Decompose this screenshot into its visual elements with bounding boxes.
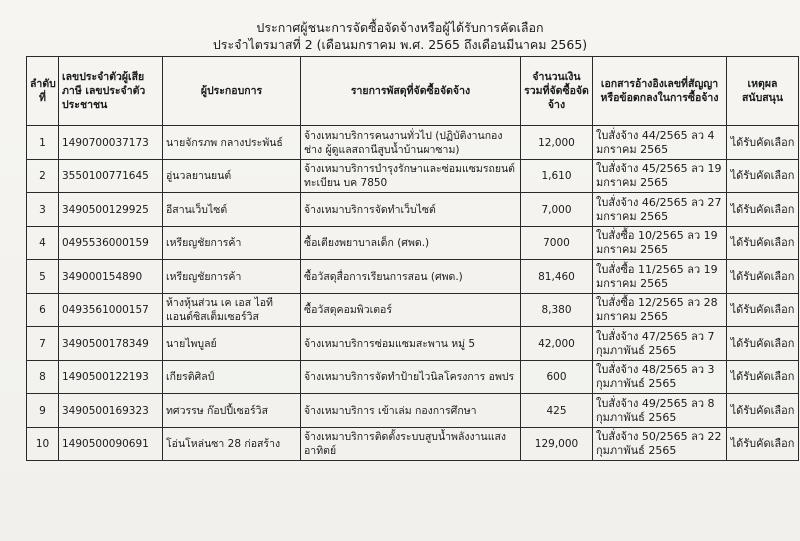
cell-document: ใบสั่งจ้าง 50/2565 ลว 22 กุมภาพันธ์ 2565 bbox=[593, 428, 727, 461]
document-subtitle: ประจำไตรมาสที่ 2 (เดือนมกราคม พ.ศ. 2565 ถึงเดือนมีนาคม 2565) bbox=[212, 37, 588, 52]
table-row bbox=[27, 327, 799, 361]
cell-no: 5 bbox=[27, 260, 59, 294]
cell-document: ใบสั่งจ้าง 44/2565 ลว 4 มกราคม 2565 bbox=[593, 126, 727, 160]
cell-no: 6 bbox=[27, 294, 59, 327]
cell-vendor: อีสานเว็บไซต์ bbox=[163, 193, 301, 227]
table-row bbox=[27, 227, 799, 260]
cell-reason: ได้รับคัดเลือก bbox=[727, 428, 799, 461]
cell-item: ซื้อวัสดุคอมพิวเตอร์ bbox=[301, 294, 521, 327]
table-row bbox=[27, 294, 799, 327]
cell-amount: 81,460 bbox=[521, 260, 593, 294]
cell-tax-id: 3490500169323 bbox=[59, 394, 163, 428]
cell-item: ซื้อวัสดุสื่อการเรียนการสอน (ศพด.) bbox=[301, 260, 521, 294]
table-row bbox=[27, 160, 799, 193]
cell-item: จ้างเหมาบริการซ่อมแซมสะพาน หมู่ 5 bbox=[301, 327, 521, 361]
cell-tax-id: 349000154890 bbox=[59, 260, 163, 294]
cell-document: ใบสั่งจ้าง 49/2565 ลว 8 กุมภาพันธ์ 2565 bbox=[593, 394, 727, 428]
cell-reason: ได้รับคัดเลือก bbox=[727, 126, 799, 160]
col-header-item: รายการพัสดุที่จัดซื้อจัดจ้าง bbox=[301, 57, 521, 126]
cell-document: ใบสั่งซื้อ 11/2565 ลว 19 มกราคม 2565 bbox=[593, 260, 727, 294]
cell-reason: ได้รับคัดเลือก bbox=[727, 327, 799, 361]
cell-vendor: เหรียญชัยการค้า bbox=[163, 227, 301, 260]
cell-item: ซื้อเตียงพยาบาลเด็ก (ศพด.) bbox=[301, 227, 521, 260]
cell-reason: ได้รับคัดเลือก bbox=[727, 361, 799, 394]
cell-no: 10 bbox=[27, 428, 59, 461]
cell-item: จ้างเหมาบริการบำรุงรักษาและซ่อมแซมรถยนต์ ทะเบียน บค 7850 bbox=[301, 160, 521, 193]
cell-vendor: เกียรติศิลป์ bbox=[163, 361, 301, 394]
cell-reason: ได้รับคัดเลือก bbox=[727, 260, 799, 294]
cell-amount: 425 bbox=[521, 394, 593, 428]
cell-no: 1 bbox=[27, 126, 59, 160]
cell-document: ใบสั่งจ้าง 48/2565 ลว 3 กุมภาพันธ์ 2565 bbox=[593, 361, 727, 394]
cell-amount: 42,000 bbox=[521, 327, 593, 361]
cell-vendor: ทศวรรษ ก๊อปปี้เซอร์วิส bbox=[163, 394, 301, 428]
cell-item: จ้างเหมาบริการ เข้าเล่ม กองการศึกษา bbox=[301, 394, 521, 428]
col-header-document: เอกสารอ้างอิงเลขที่สัญญาหรือข้อตกลงในการซื้อจ้าง bbox=[593, 57, 727, 126]
cell-amount: 600 bbox=[521, 361, 593, 394]
cell-vendor: ห้างหุ้นส่วน เค เอส ไอที แอนด์ซิสเต็มเซอร์วิส bbox=[163, 294, 301, 327]
cell-reason: ได้รับคัดเลือก bbox=[727, 394, 799, 428]
col-header-tax-id: เลขประจำตัวผู้เสียภาษี เลขประจำตัวประชาชน bbox=[59, 57, 163, 126]
cell-tax-id: 1490500090691 bbox=[59, 428, 163, 461]
cell-amount: 129,000 bbox=[521, 428, 593, 461]
cell-vendor: นายไพบูลย์ bbox=[163, 327, 301, 361]
procurement-table bbox=[26, 56, 799, 461]
cell-document: ใบสั่งจ้าง 47/2565 ลว 7 กุมภาพันธ์ 2565 bbox=[593, 327, 727, 361]
cell-document: ใบสั่งจ้าง 45/2565 ลว 19 มกราคม 2565 bbox=[593, 160, 727, 193]
document-title: ประกาศผู้ชนะการจัดซื้อจัดจ้างหรือผู้ได้รับการคัดเลือก bbox=[256, 20, 544, 35]
cell-vendor: นายจักรภพ กลางประพันธ์ bbox=[163, 126, 301, 160]
table-row bbox=[27, 260, 799, 294]
cell-amount: 1,610 bbox=[521, 160, 593, 193]
cell-item: จ้างเหมาบริการจัดทำเว็บไซต์ bbox=[301, 193, 521, 227]
cell-reason: ได้รับคัดเลือก bbox=[727, 160, 799, 193]
cell-document: ใบสั่งจ้าง 46/2565 ลว 27 มกราคม 2565 bbox=[593, 193, 727, 227]
cell-tax-id: 3550100771645 bbox=[59, 160, 163, 193]
cell-tax-id: 1490700037173 bbox=[59, 126, 163, 160]
col-header-reason: เหตุผลสนับสนุน bbox=[727, 57, 799, 126]
cell-amount: 12,000 bbox=[521, 126, 593, 160]
cell-item: จ้างเหมาบริการติดตั้งระบบสูบน้ำพลังงานแสงอาทิตย์ bbox=[301, 428, 521, 461]
cell-tax-id: 3490500178349 bbox=[59, 327, 163, 361]
table-row bbox=[27, 126, 799, 160]
table-row bbox=[27, 394, 799, 428]
cell-amount: 7000 bbox=[521, 227, 593, 260]
cell-reason: ได้รับคัดเลือก bbox=[727, 193, 799, 227]
cell-tax-id: 1490500122193 bbox=[59, 361, 163, 394]
cell-amount: 8,380 bbox=[521, 294, 593, 327]
table-header-row bbox=[27, 57, 799, 126]
cell-tax-id: 3490500129925 bbox=[59, 193, 163, 227]
cell-no: 7 bbox=[27, 327, 59, 361]
table-row bbox=[27, 193, 799, 227]
table-row bbox=[27, 428, 799, 461]
col-header-no: ลำดับที่ bbox=[27, 57, 59, 126]
cell-amount: 7,000 bbox=[521, 193, 593, 227]
cell-no: 2 bbox=[27, 160, 59, 193]
col-header-vendor: ผู้ประกอบการ bbox=[163, 57, 301, 126]
cell-vendor: อู่นวลยานยนต์ bbox=[163, 160, 301, 193]
cell-no: 4 bbox=[27, 227, 59, 260]
cell-document: ใบสั่งซื้อ 10/2565 ลว 19 มกราคม 2565 bbox=[593, 227, 727, 260]
cell-tax-id: 0493561000157 bbox=[59, 294, 163, 327]
cell-no: 9 bbox=[27, 394, 59, 428]
cell-vendor: โอ่นโหล่นซา 28 ก่อสร้าง bbox=[163, 428, 301, 461]
col-header-amount: จำนวนเงินรวมที่จัดซื้อจัดจ้าง bbox=[521, 57, 593, 126]
cell-reason: ได้รับคัดเลือก bbox=[727, 227, 799, 260]
cell-no: 8 bbox=[27, 361, 59, 394]
cell-item: จ้างเหมาบริการคนงานทั่วไป (ปฏิบัติงานกองช่าง ผู้ดูแลสถานีสูบน้ำบ้านผาซาม) bbox=[301, 126, 521, 160]
cell-vendor: เหรียญชัยการค้า bbox=[163, 260, 301, 294]
cell-tax-id: 0495536000159 bbox=[59, 227, 163, 260]
cell-no: 3 bbox=[27, 193, 59, 227]
table-row bbox=[27, 361, 799, 394]
cell-reason: ได้รับคัดเลือก bbox=[727, 294, 799, 327]
cell-item: จ้างเหมาบริการจัดทำป้ายไวนิลโครงการ อพปร bbox=[301, 361, 521, 394]
cell-document: ใบสั่งซื้อ 12/2565 ลว 28 มกราคม 2565 bbox=[593, 294, 727, 327]
